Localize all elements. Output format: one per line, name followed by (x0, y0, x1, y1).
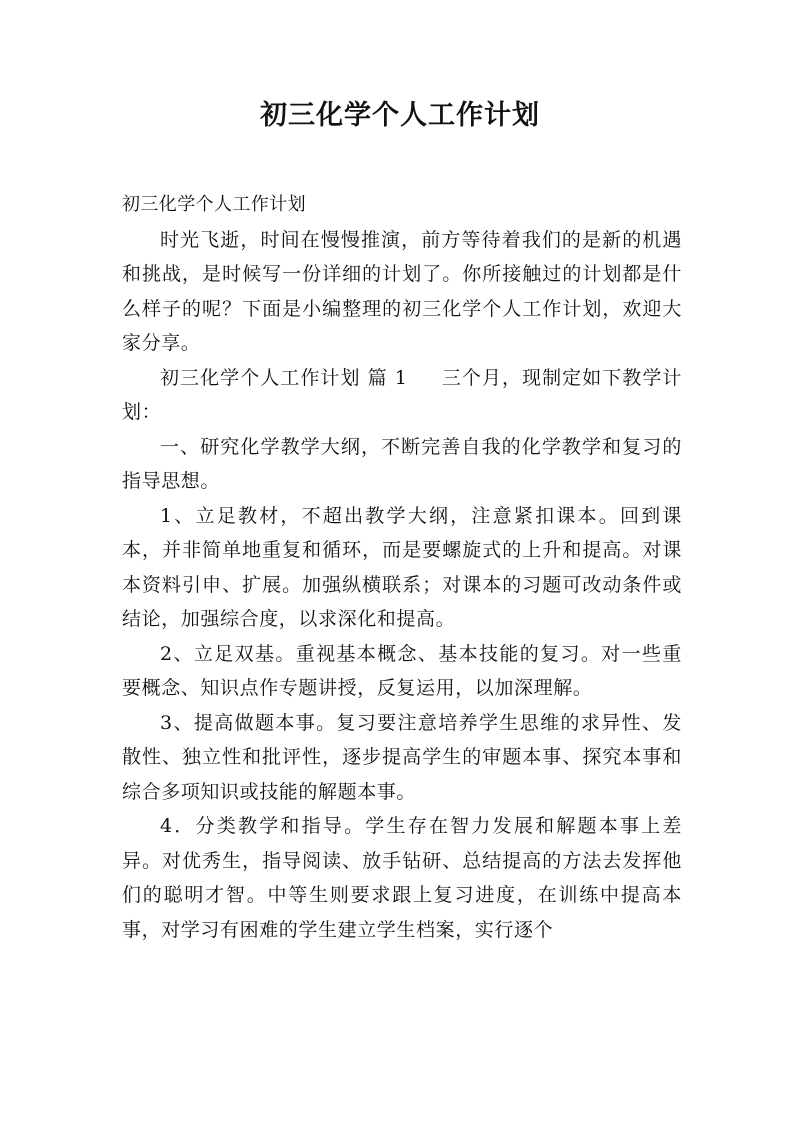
section-heading: 初三化学个人工作计划 篇 1 (160, 366, 408, 389)
paragraph-point-4: 4．分类教学和指导。学生存在智力发展和解题本事上差异。对优秀生，指导阅读、放手钻研、总结提高的方法去发挥他们的聪明才智。中等生则要求跟上复习进度，在训练中提高本事，对学习有困难的学生建立学生档案，实行逐个 (122, 815, 682, 941)
section-heading-tail: 三个月，现制定如下教学计划： (122, 366, 682, 423)
paragraph-point-1: 1、立足教材，不超出教学大纲，注意紧扣课本。回到课本，并非简单地重复和循环，而是要螺旋式的上升和提高。对课本资料引申、扩展。加强纵横联系；对课本的习题可改动条件或结论，加强综合度，以求深化和提高。 (122, 504, 682, 630)
paragraph-guiding-thought: 一、研究化学教学大纲，不断完善自我的化学教学和复习的指导思想。 (122, 435, 682, 492)
section-heading-paragraph (122, 361, 682, 430)
document-title: 初三化学个人工作计划 (260, 100, 540, 131)
paragraph-point-3: 3、提高做题本事。复习要注意培养学生思维的求异性、发散性、独立性和批评性，逐步提高学生的审题本事、探究本事和综合多项知识或技能的解题本事。 (122, 711, 682, 803)
paragraph-point-2: 2、立足双基。重视基本概念、基本技能的复习。对一些重要概念、知识点作专题讲授，反复运用，以加深理解。 (122, 642, 682, 699)
document-subtitle: 初三化学个人工作计划 (122, 194, 306, 215)
intro-paragraph: 时光飞逝，时间在慢慢推演，前方等待着我们的是新的机遇和挑战，是时候写一份详细的计划了。你所接触过的计划都是什么样子的呢？下面是小编整理的初三化学个人工作计划，欢迎大家分享。 (122, 228, 682, 354)
document-body (122, 188, 682, 947)
